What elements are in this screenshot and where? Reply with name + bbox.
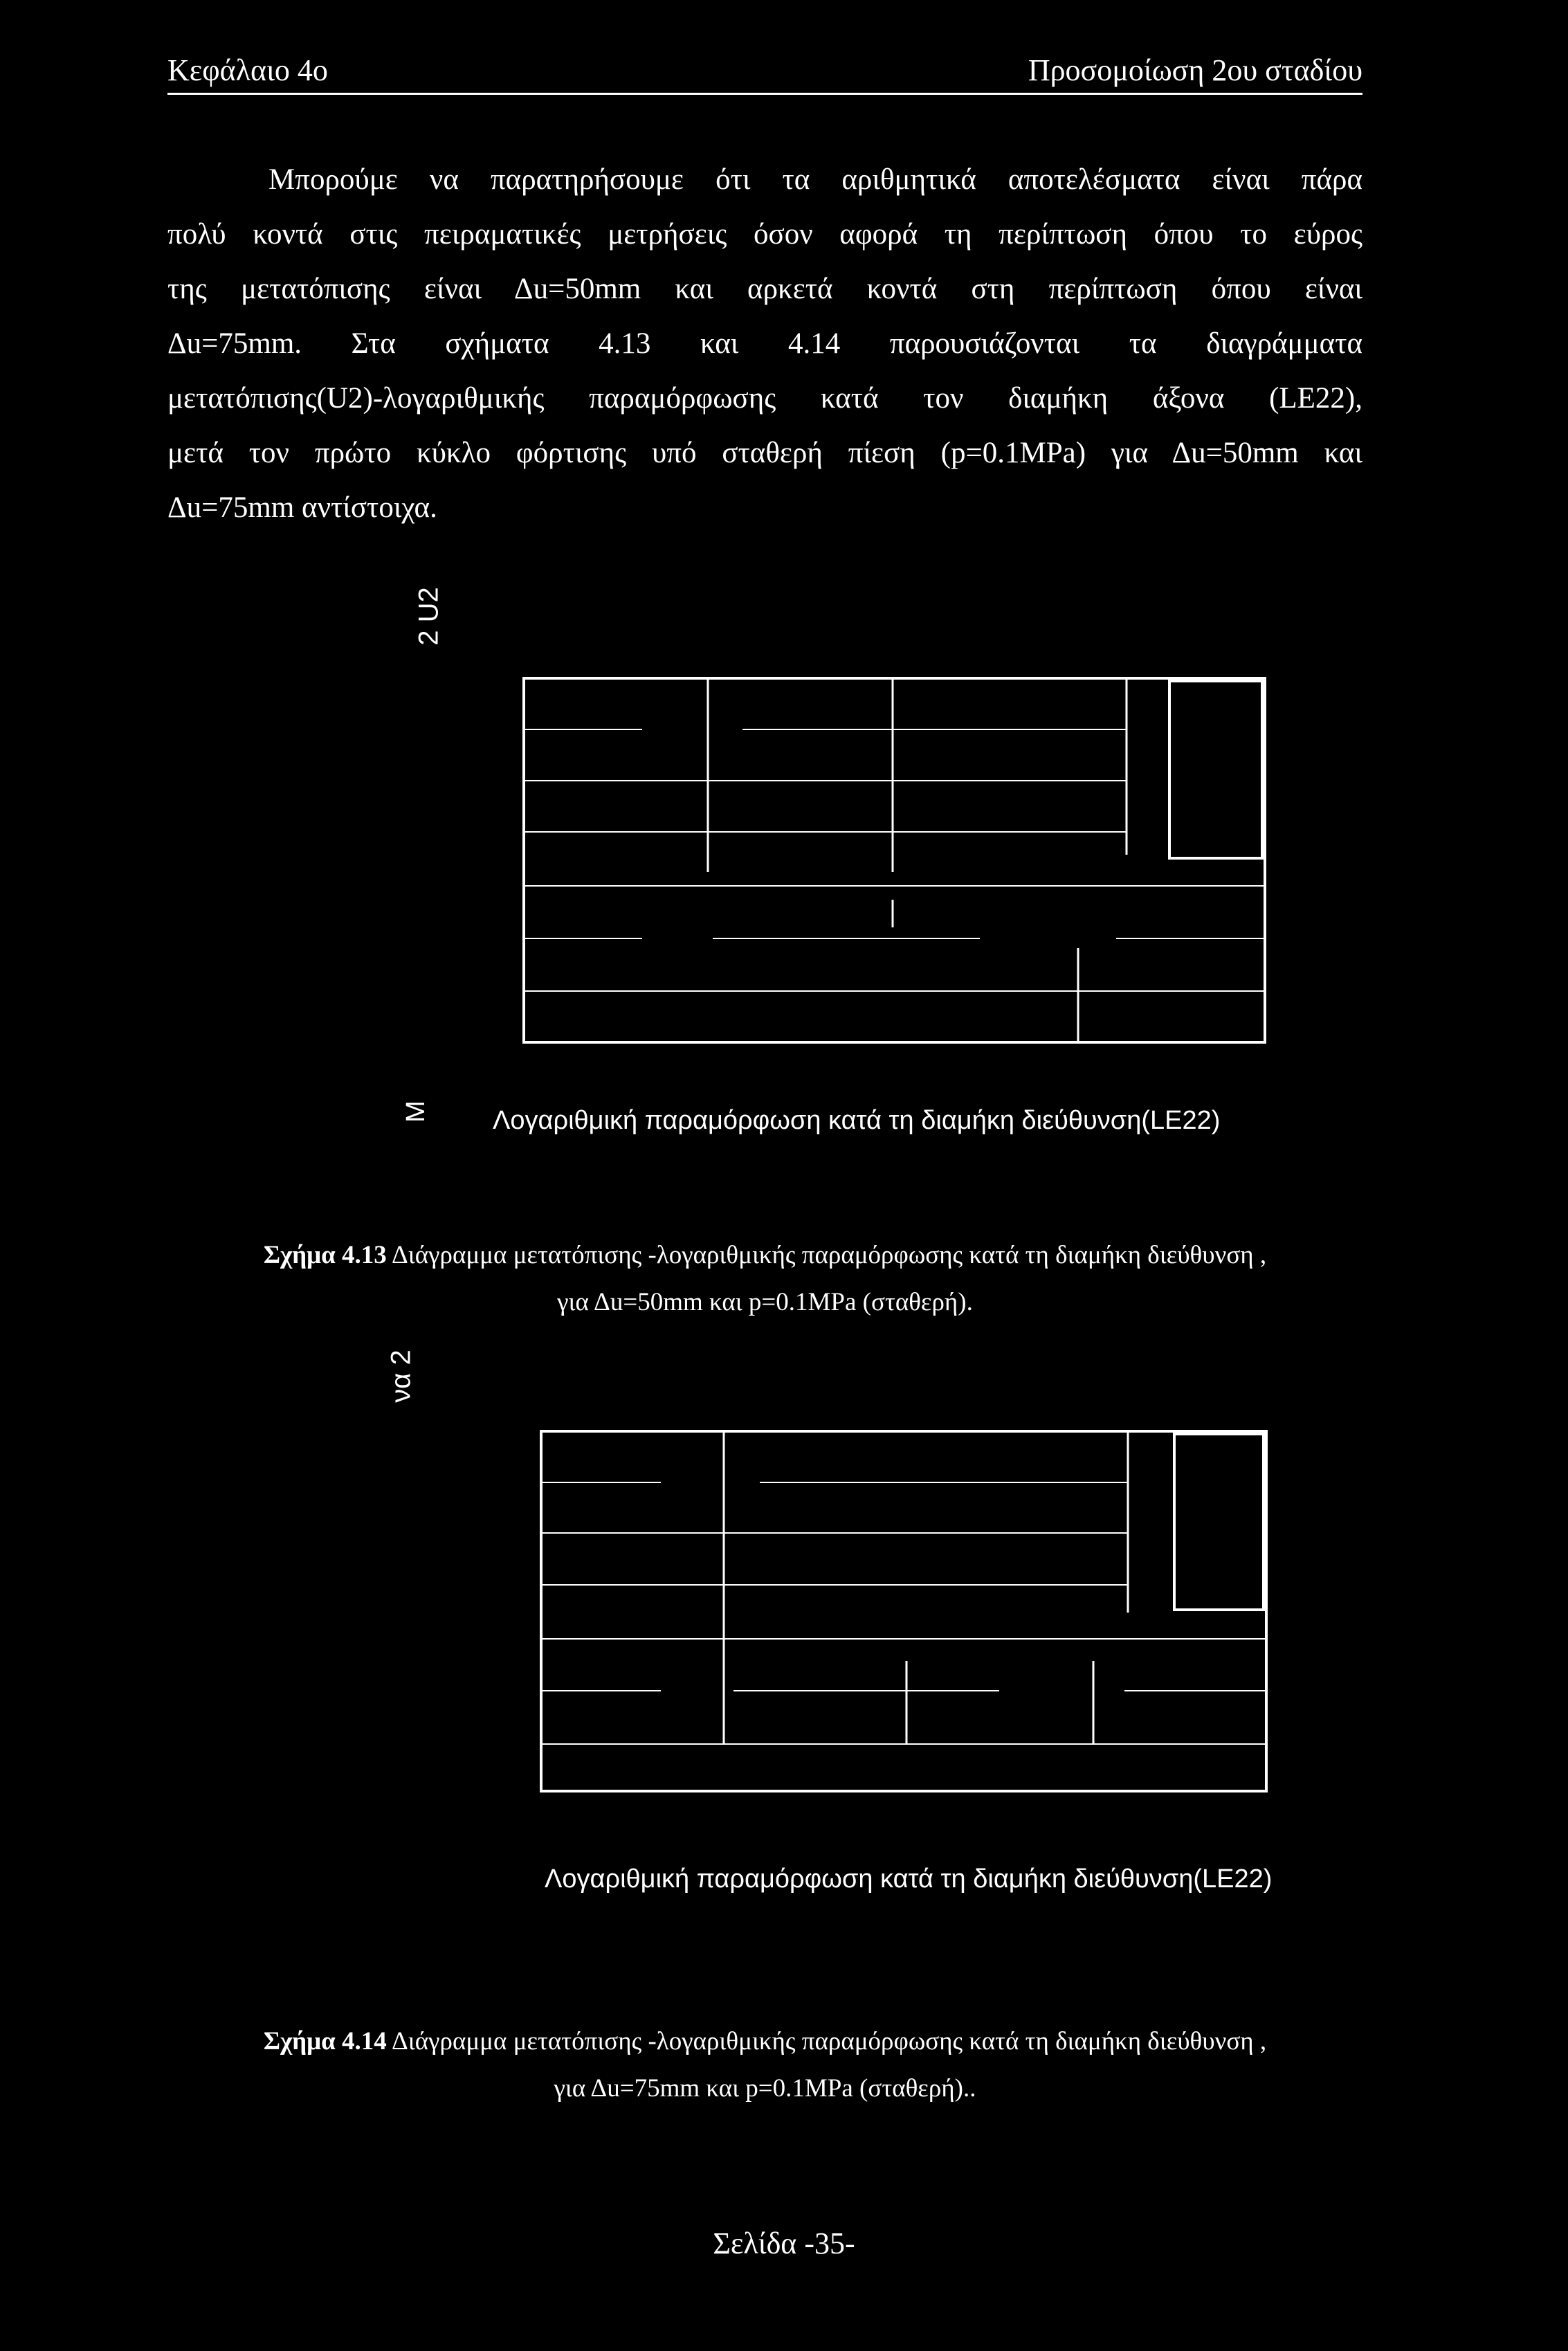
- figure1-xlabel: Λογαριθμική παραμόρφωση κατά τη διαμήκη διεύθυνση(LE22): [493, 1106, 1221, 1135]
- figure2-caption-line2: για Δu=75mm και p=0.1MPa (σταθερή)..: [554, 2074, 976, 2103]
- figure1-xprefix: M: [401, 1100, 430, 1123]
- figure1-caption-label: Σχήμα 4.13: [263, 1241, 387, 1269]
- paragraph-line: Μπορούμε να παρατηρήσουμε ότι τα αριθμητικά αποτελέσματα είναι πάρα: [268, 163, 1362, 196]
- figure2-frame: [541, 1431, 1266, 1791]
- figure2-xlabel: Λογαριθμική παραμόρφωση κατά τη διαμήκη διεύθυνση(LE22): [545, 1864, 1273, 1894]
- figure1-caption-line1: Σχήμα 4.13 Διάγραμμα μετατόπισης -λογαριθμικής παραμόρφωσης κατά τη διαμήκη διεύθυνση ,: [263, 1241, 1267, 1269]
- figure2-caption-line1: Σχήμα 4.14 Διάγραμμα μετατόπισης -λογαριθμικής παραμόρφωσης κατά τη διαμήκη διεύθυνση ,: [263, 2027, 1267, 2055]
- figure2-inner-box: [1174, 1434, 1264, 1610]
- paragraph-line: μετατόπισης(U2)-λογαριθμικής παραμόρφωσης κατά τον διαμήκη άξονα (LE22),: [167, 382, 1362, 415]
- figure1-ylabel: 2 U2: [413, 587, 444, 646]
- figure1-caption-line2: για Δu=50mm και p=0.1MPa (σταθερή).: [557, 1288, 973, 1316]
- paragraph-line: Δu=75mm αντίστοιχα.: [167, 491, 437, 524]
- page-number: Σελίδα -35-: [713, 2226, 855, 2260]
- paragraph-line: της μετατόπισης είναι Δu=50mm και αρκετά κοντά στη περίπτωση όπου είναι: [167, 273, 1362, 305]
- paragraph-line: Δu=75mm. Στα σχήματα 4.13 και 4.14 παρουσιάζονται τα διαγράμματα: [167, 327, 1362, 360]
- chapter-title: Κεφάλαιο 4ο: [167, 53, 328, 87]
- figure2-caption-label: Σχήμα 4.14: [263, 2027, 387, 2055]
- figure2-ylabel: να 2: [385, 1350, 417, 1403]
- figure2-caption: [167, 2018, 1362, 2112]
- paragraph-line: πολύ κοντά στις πειραματικές μετρήσεις όσον αφορά τη περίπτωση όπου το εύρος: [167, 218, 1362, 251]
- paragraph-line: μετά τον πρώτο κύκλο φόρτισης υπό σταθερή πίεση (p=0.1MPa) για Δu=50mm και: [167, 437, 1362, 469]
- section-title: Προσομοίωση 2ου σταδίου: [1028, 53, 1362, 87]
